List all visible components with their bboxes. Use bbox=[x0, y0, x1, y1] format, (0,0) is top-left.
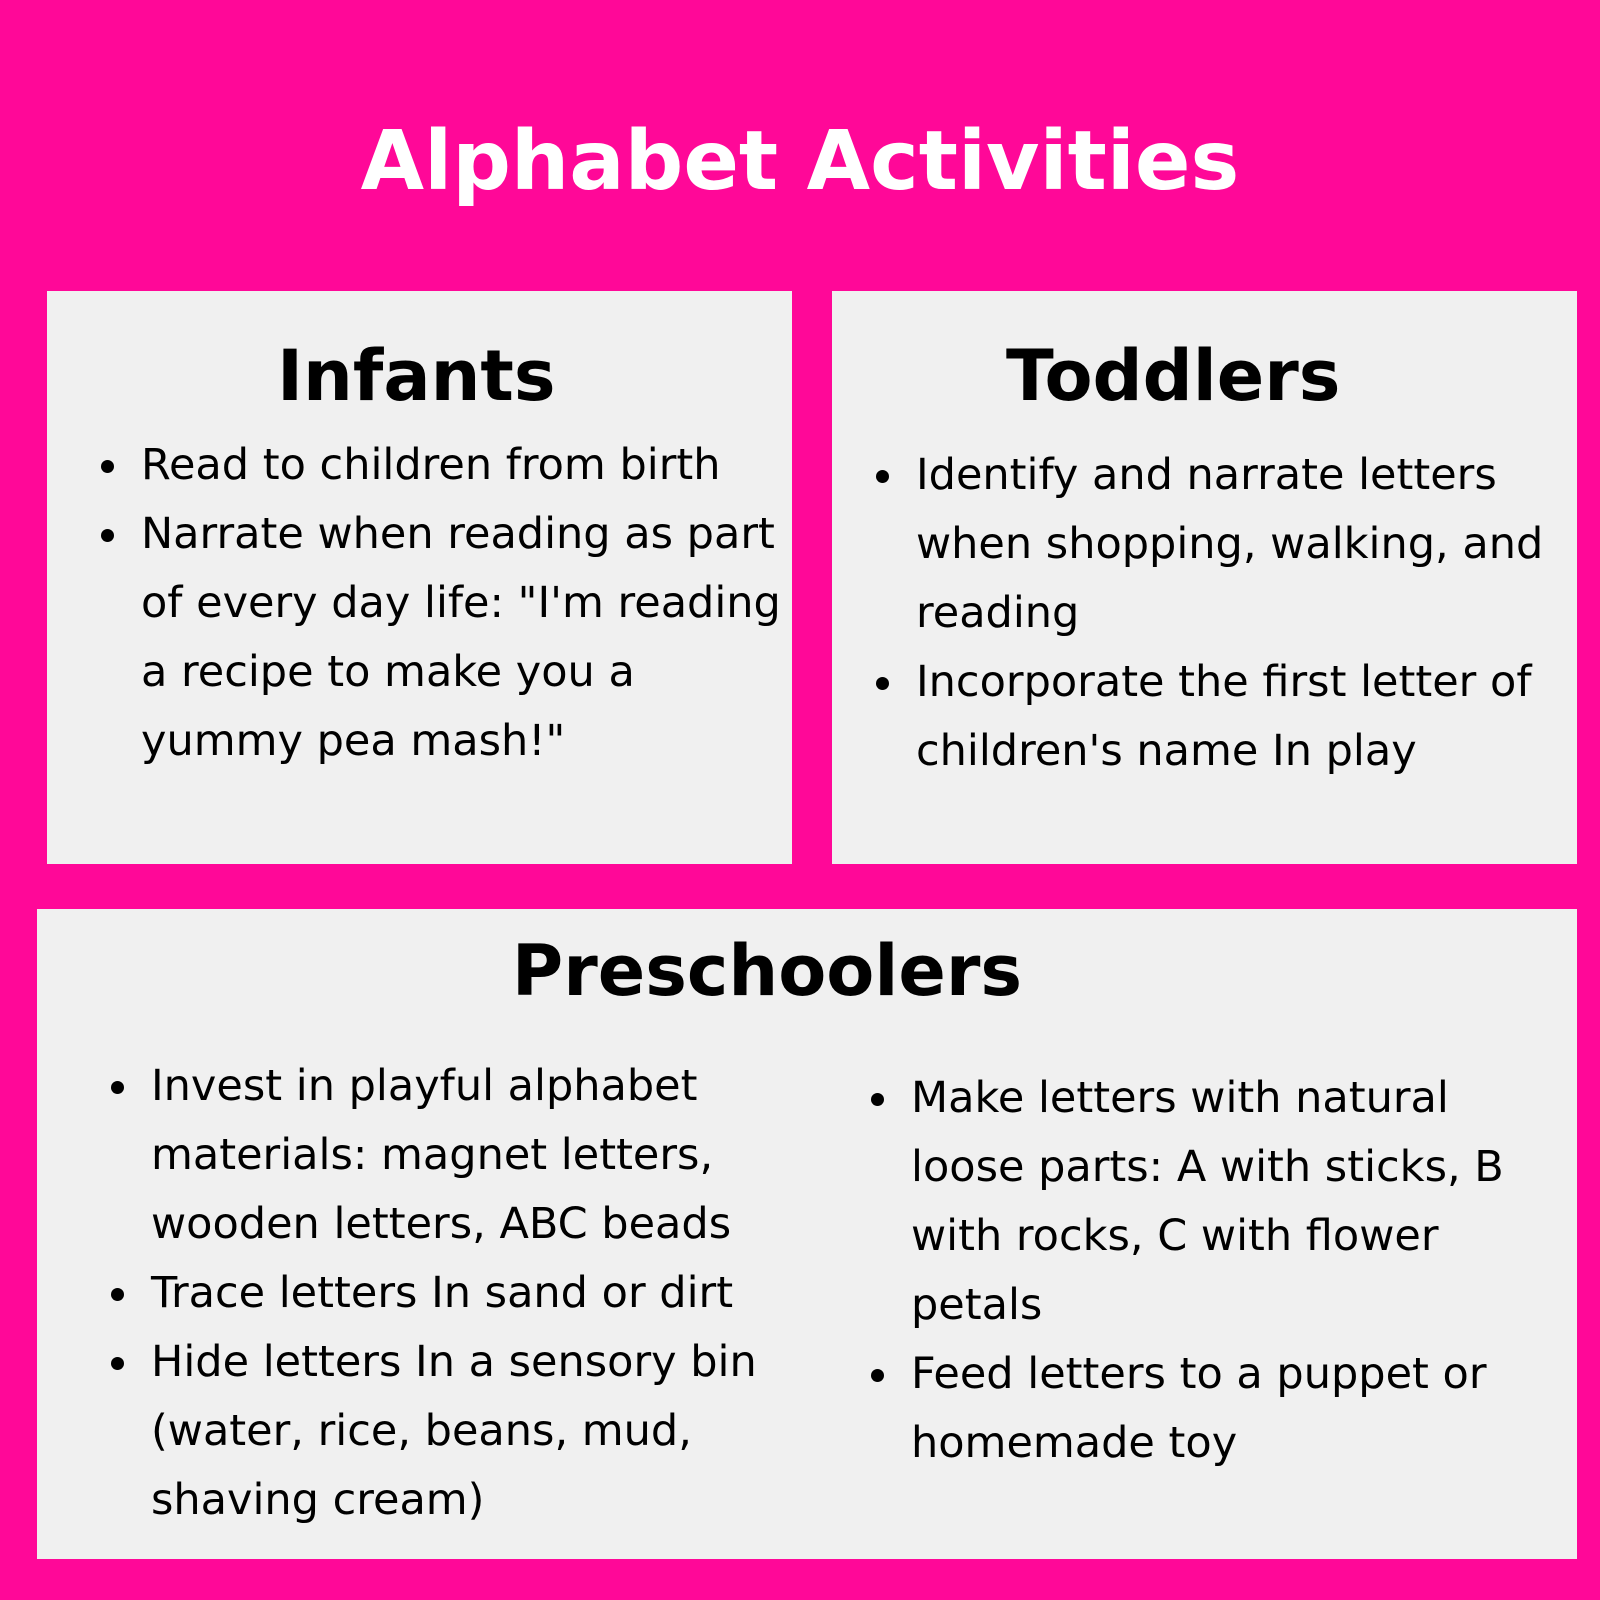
list-item: Make letters with natural loose parts: A with sticks, B with rocks, C with flower petals bbox=[867, 1064, 1557, 1340]
toddlers-list bbox=[872, 441, 1572, 786]
list-item: Incorporate the first letter of children's name In play bbox=[872, 648, 1572, 786]
preschoolers-list-right bbox=[867, 1064, 1557, 1478]
list-item: Narrate when reading as part of every day life: "I'm reading a recipe to make you a yummy pea mash!" bbox=[97, 500, 797, 776]
list-item: Invest in playful alphabet materials: magnet letters, wooden letters, ABC beads bbox=[107, 1052, 837, 1259]
preschoolers-card bbox=[37, 909, 1577, 1559]
preschoolers-list-left bbox=[107, 1052, 837, 1535]
infants-card bbox=[47, 291, 792, 864]
toddlers-heading: Toddlers bbox=[1006, 335, 1341, 417]
page-title: Alphabet Activities bbox=[360, 114, 1240, 209]
toddlers-card bbox=[832, 291, 1577, 864]
preschoolers-heading: Preschoolers bbox=[511, 930, 1023, 1012]
list-item: Feed letters to a puppet or homemade toy bbox=[867, 1340, 1557, 1478]
infants-heading: Infants bbox=[277, 335, 556, 417]
infants-list bbox=[97, 431, 797, 776]
list-item: Identify and narrate letters when shopping, walking, and reading bbox=[872, 441, 1572, 648]
list-item: Read to children from birth bbox=[97, 431, 797, 500]
list-item: Trace letters In sand or dirt bbox=[107, 1259, 837, 1328]
list-item: Hide letters In a sensory bin (water, rice, beans, mud, shaving cream) bbox=[107, 1328, 837, 1535]
